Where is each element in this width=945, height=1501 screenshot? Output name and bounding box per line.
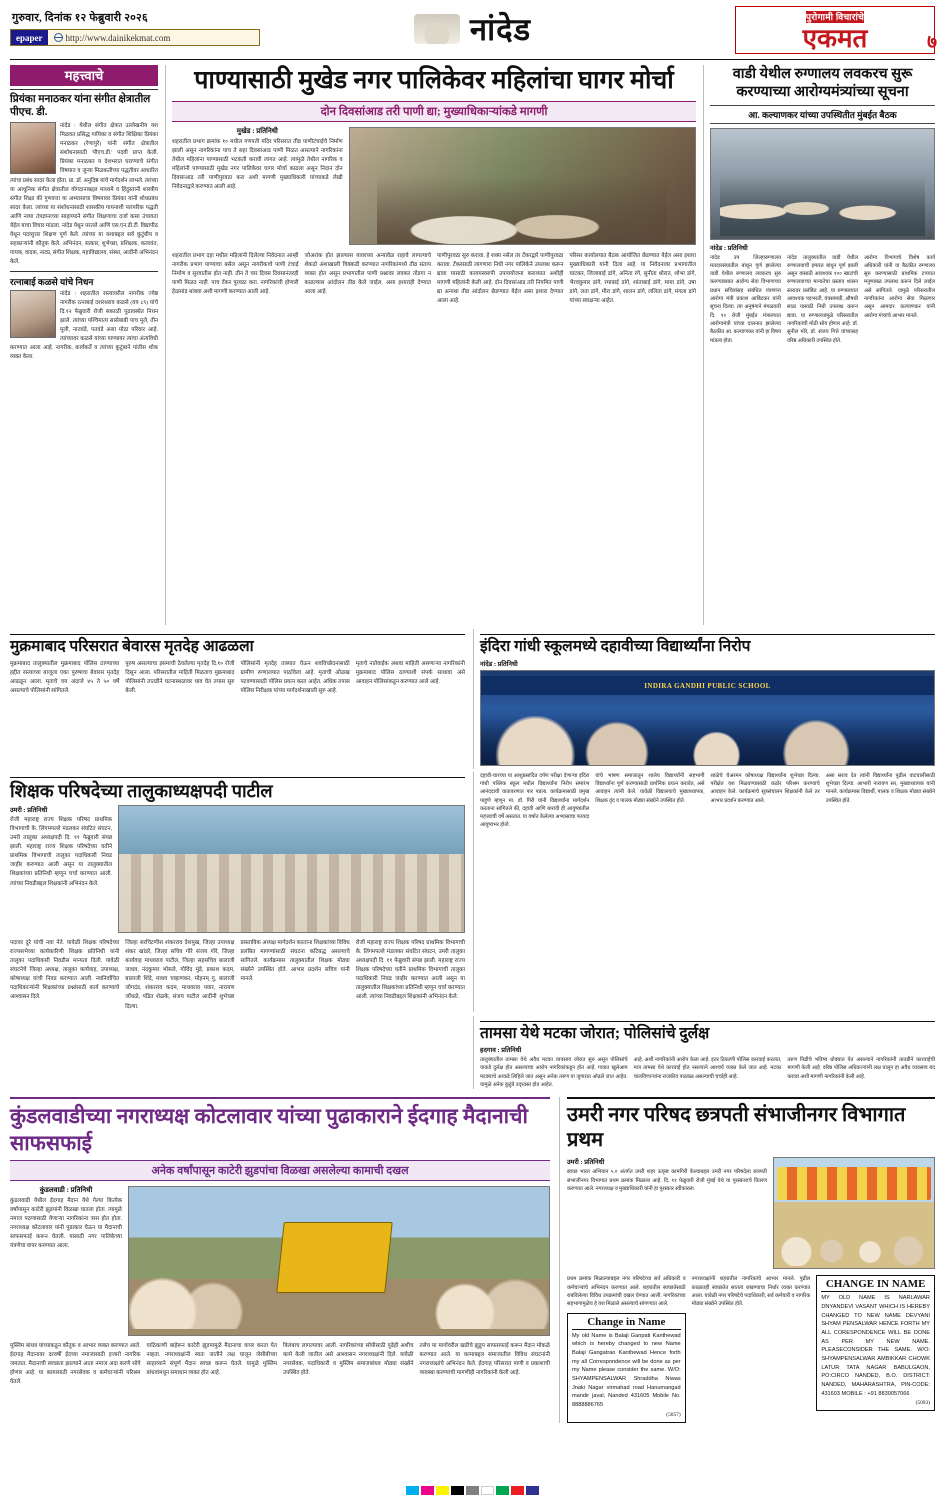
umri-article	[559, 1097, 935, 1422]
color-bar	[511, 1486, 524, 1495]
umri-text-3	[692, 1275, 811, 1422]
left-lead-headline: प्रियंका मनाठकर यांना संगीत क्षेत्रातील पीएच. डी.	[10, 94, 151, 119]
main-lead-text: शहरातील प्रभाग क्रमांक १० मधील गणपती मंदिर परिसरात तीव्र पाणीटंचाईचे निर्माण झाली असून नागरिकांना पाच ते सहा दिवसांआड पाणी मिळत असल्याने नागरिकांना तेथील महिलांना पाण्यासाठी भटकंती करावी लागत आहे. त्यामुळे तेथील नागरिक व महिलांनी पाण्यासाठी मुखेड नगर पालिकेवर घागर मोर्चा काढला असून निदान दोन दिवसांआड तरी पाणीपुरवठा करा अशी मागणी मुख्याधिकारी यांच्याकडे लेखी निवेदनाद्वारे करण्यात आली आहे.	[172, 138, 343, 190]
indira-banner-text: INDIRA GANDHI PUBLIC SCHOOL	[481, 676, 934, 695]
right-headline: वाडी येथील रुग्णालय लवकरच सुरू करण्याच्या आरोग्यमंत्र्यांच्या सूचना	[732, 66, 913, 101]
masthead	[10, 6, 935, 60]
publication-date: गुरुवार, दिनांक १२ फेब्रुवारी २०२६	[12, 12, 148, 24]
epaper-url-wrap	[48, 33, 177, 43]
mukramabad-col-4: मृताचे नातेवाईक अथवा माहिती असणाऱ्या नागरिकांनी मुक्रमाबाद पोलिस ठाण्याशी संपर्क साधावा असे आवाहन पोलिसांकडून करण्यात आले आहे.	[355, 660, 465, 685]
right-text-col-1: नांदेड उप जिल्हारुग्णालय मतदारसंघातील बांधून पूर्ण झालेल्या वाडी येथील रुग्णालय लवकरच सुरु करण्याबाबत आरोग्य सेवा विभागाच्या प्रधान सचिवांसह संबंधित यंत्रणांना आरोग्य मंत्री प्रकाश आबिटकर यांनी सूचना दिल्या. त्या अनुषंगाने मंगळवारी दि. १० रोजी मुंबईत मंत्रालयात आरोग्यमंत्री यांच्या दालनात झालेल्या बैठकीत आ. कल्याणकर यांनी हा विषय मांडला होता.	[710, 254, 781, 344]
kundalwadi-col-2: मुस्लिम बांधव यांच्याकडून कौतुक व आभार व्यक्त करण्यात आले. ईदगाह मैदानावर दरवर्षी ईदच्या नमाजासाठी हजारो नागरिक जमतात. मैदानाची स्वच्छता झाल्याने आता नमाज अदा करणे सोपे होणार आहे. या कामासाठी नगरसेवक व कर्मचाऱ्यांनी परिश्रम घेतले.	[10, 1342, 141, 1386]
portrait-photo-ratnabai	[10, 290, 56, 338]
brand-logo	[735, 6, 935, 54]
shikshak-byline-wrap	[10, 805, 112, 936]
top-section	[10, 65, 935, 625]
tamsa-col-3: तरुण पिढीचे भविष्य धोक्यात येत असल्याने नागरिकांनी तातडीने कारवाईची मागणी केली आहे. वरिष्ठ पोलिस अधिकाऱ्यांनी लक्ष घालून हा अवैध व्यवसाय बंद करावा अशी मागणी नागरिकांनी केली आहे.	[787, 1057, 935, 1080]
right-strap: आ. कल्याणकर यांच्या उपस्थितीत मुंबईत बैठक	[710, 105, 935, 124]
main-headline: पाण्यासाठी मुखेड नगर पालिकेवर महिलांचा घागर मोर्चा	[194, 67, 674, 94]
mahatvache-header: महत्त्वाचे	[10, 65, 158, 86]
classified-title-1: Change in Name	[572, 1316, 681, 1330]
tamsa-byline: हदगाव : प्रतिनिधी	[480, 1047, 522, 1055]
kundalwadi-article	[10, 1097, 550, 1422]
left-lead-text: यश मिळवत प्रसिद्ध गायिका व संगीत शिक्षिका प्रियंका मनाठकर (रेणापुरे) यांनी संगीत क्षेत्रातील संशोधनासाठी 'पीएच.डी.' पदवी प्राप्त केली. प्रियंका मनाठकर य देशभरात घराण्याचे संगीत विषयात व जुन्या मिळकतीच्या पद्धतीवर आधारित त्यांचा प्रबंध सादर केला होता. प्रा. डॉ. अनुदिष्ठ यांचे मार्गदर्शन लाभले. त्यांच्या या आधुनिक संगीत क्षेत्रातील योगदानाबद्दल माध्यमे व हिंदुस्तानी शास्त्रीय संगीत शिक्षा की गुणवत्ता या अभ्यासाचा विषयावर प्रियंका यांनी शोधप्रबंध सादर केला. त्यांच्या या संशोधनासाठी शासकीय गायनाशी पारंपरिक पद्धती आणि नव्या तंत्रज्ञानाच्या साहाय्याने संगीत शिक्षणाचा दर्जा कसा उंचावता येईल याचा विचार मांडला. नांदेड येथून परतले आणि एस.एन.डी.टी. विद्यापीठ येथून पदव्युत्तर शिक्षण पूर्ण केले. त्यांच्या या यशाबद्दल सर्व कुटुंबीय व सहकाऱ्यांनी कौतुक केले. अभिनंदन, सत्कार, शुभेच्छा, प्रशिक्षक, कलावंत, गायक, वादक, नाट्य, संगीत शिक्षक, महाविद्यालय, संस्था, आदींनी अभिनंदन केले.	[10, 123, 158, 265]
right-text-col-2: नांदेड तालुक्यातील वाडी येथील रुग्णालयाची इमारत बांधून पूर्ण झाली असून यासाठी आवश्यक १०० खाटांची रुग्णालयाच्या मान्यतेचा प्रस्ताव शासन स्तरावर प्रलंबित आहे. या रुग्णालयात आवश्यक पदभरती, यंत्रसामग्री, औषधी साठा यासाठी निधी उपलब्ध करून द्यावा. या रुग्णालयामुळे परिसरातील नागरिकांची मोठी सोय होणार आहे. डॉ. सुनील मोरे, डॉ. संजय गित्ते यांच्यासह वरिष्ठ अधिकारी उपस्थित होते.	[787, 254, 858, 344]
shikshak-col-2: पदावर दुरे यांची नवा नेते. यावेळी शिक्षक परिषदेच्या राज्यसभेच्या कार्यकारिणी शिक्षक प्रतिनिधी यांनी तालुका पदाधिकारी निवडीस मान्यता दिली. यावेळी संघटनेचे जिल्हा अध्यक्ष, तालुका कार्यवाह, उपाध्यक्ष, कोषाध्यक्ष यांची निवड करण्यात आली. नवनिर्वाचित पदाधिकाऱ्यांनी शिक्षकांच्या प्रश्नांसाठी कार्य करण्याचे आश्वासन दिले.	[10, 940, 120, 1001]
shikshak-photo-group	[118, 805, 465, 933]
umri-photo-canopy	[777, 1167, 931, 1200]
masthead-right	[685, 6, 935, 54]
page-number: ७	[927, 32, 937, 53]
tamsa-col-2: आहे. अशी नागरिकांनी आरोप केला आहे. इतर ठिकाणी पोलिस कारवाई करतात, मात्र तामसा येथे कारवाई होत नसल्याने आश्चर्य व्यक्त केले जात आहे. मटका चालविणाऱ्यांना राजकीय पाठबळ असल्याची चर्चाही आहे.	[633, 1057, 782, 1080]
brand-tagline: पुरोगामी विचारांचे	[805, 12, 865, 22]
right-photo-meeting	[710, 128, 935, 240]
kundalwadi-columns	[10, 1342, 550, 1387]
indira-photo-event	[480, 670, 935, 766]
classified-code-2: (5093)	[915, 1400, 930, 1407]
mukramabad-col-2: पुरुष असल्याचा इसमाची ठेवलेल्या मृतदेह दि.१० रोजी दिसून आला. परिसरातील माहिती मिळताच मुक्रमाबाद पोलिसांनी तातडीने घटनास्थळावर धाव घेत तपास सुरु केली.	[125, 660, 235, 694]
tamsa-col-1: तालुक्यातील तामसा येथे अवैध मटका व्यवसाय जोरात सुरु असून पोलिसांचे याकडे दुर्लक्ष होत असल्याचा आरोप नागरिकांकडून होत आहे. गावात खुलेआम मटक्याचे आकडे लिहिले जात असून अनेक तरुण या जुगारात ओढले जात आहेत. यामुळे अनेक कुटुंबे उद्ध्वस्त होत आहेत.	[480, 1057, 628, 1089]
umri-top	[567, 1157, 935, 1272]
kundalwadi-photo-people	[129, 1273, 549, 1329]
bottom-section	[10, 1097, 935, 1422]
color-bar	[436, 1486, 449, 1495]
main-text-col-1: शहरातील प्रभाग दहा मधील महिलांनी दिलेल्या निवेदनात आम्ही नागरीक प्रभाग पाण्याचा बसेल असून नागरीकाचे पाणी टंचाई निर्माण व सुरवातीस होत नाही. तीन ते चार दिवस दिवसानंतरही पाणी मिळत नाही. पाच टँकर पुरवठा करा. नागरिकांची होणारी हेळसांड थांबवा अशी मागणी करण्यात आली आहे.	[172, 252, 299, 295]
epaper-link[interactable]	[10, 29, 260, 46]
color-bar	[496, 1486, 509, 1495]
main-text-col-3: पाणीपुरवठा सुरु करावा. हे शक्य नसेल तर टँकरद्वारे पाणीपुरवठा करावा. टँकरसाठी लागणारा निधी नगर पालिकेने उपलब्ध करून द्यावा यासाठी कायमस्वरुपी उपाययोजना कराव्यात अशीही मागणी महिलांनी केली आहे. दोन दिवसांआड तरी नियमित पाणी द्या अन्यथा तीव्र आंदोलन छेडण्यात येईल असा इशारा देण्यात आला आहे.	[437, 252, 564, 304]
shikshak-byline: उमरी : प्रतिनिधी	[10, 807, 48, 815]
left-sub-dateline: नांदेड : शहरातील रस्त्यावरील नागरीक ज्येष्ठ	[60, 291, 158, 297]
umri-col-2: प्रथम क्रमांक मिळाल्याबद्दल नगर परिषदेच्या सर्व अधिकारी व कर्मचाऱ्यांचे अभिनंदन करण्यात आले. शहरातील स्वच्छतेसाठी राबविलेल्या विविध उपक्रमांची दखल घेण्यात आली. नागरिकांच्या सहभागामुळेच हे यश मिळाले असल्याचे सांगण्यात आले.	[567, 1276, 686, 1308]
center-column	[165, 65, 696, 625]
indira-byline: नांदेड : प्रतिनिधी	[480, 660, 518, 668]
epaper-label: epaper	[11, 30, 48, 45]
tamsa-spacer	[10, 1016, 465, 1090]
umri-col-3: नगराध्यक्षांनी शहरातील नागरिकांचे आभार मानले. पुढील काळातही स्वच्छतेत सातत्य राखण्याचा निर्धार व्यक्त करण्यात आला. यावेळी नगर परिषदेचे पदाधिकारी, सर्व कर्मचारी व नागरिक मोठ्या संख्येने उपस्थित होते.	[691, 1276, 811, 1308]
umri-byline: उमरी : प्रतिनिधी	[567, 1159, 605, 1167]
mahatvache-block	[10, 65, 158, 90]
globe-icon	[54, 33, 63, 42]
umri-photo-people	[774, 1216, 934, 1267]
kundalwadi-top	[10, 1186, 550, 1339]
indira-crowd	[481, 716, 934, 765]
main-byline: मुखेड : प्रतिनिधी	[236, 126, 278, 135]
color-bar	[421, 1486, 434, 1495]
classified-change-in-name-2	[816, 1275, 935, 1411]
kundalwadi-col-4: विलंबाच लागल्यावर आली. नागरिकांच्या सोयीसाठी पुढेही अशीच कामे केली जातील असे आश्वासन नगराध्यक्षांनी दिले. यावेळी नगरसेवक, पदाधिकारी व मुस्लिम समाजबांधव मोठ्या संख्येने उपस्थित होते.	[283, 1342, 414, 1377]
edition-city: नांदेड	[469, 12, 532, 47]
mukramabad-col-3: पोलिसांनी मृतदेह ताब्यात घेऊन शवविच्छेदनासाठी ग्रामीण रुग्णालयात पाठविला आहे. मृताची ओळख पटवण्यासाठी पोलिस प्रयत्न करत आहेत. अधिक तपास पोलिस निरीक्षक यांच्या मार्गदर्शनाखाली सुरु आहे.	[240, 660, 350, 694]
main-photo-wrap	[349, 127, 696, 248]
kundalwadi-lead	[10, 1186, 122, 1339]
left-lead-body	[10, 122, 158, 267]
kundalwadi-photo-cleanup	[128, 1186, 550, 1336]
indira-col-1: दहावी-चारच्या या आशुप्रसादित दर्पण परीक्षा देणाऱ्या इंदिरा गांधी पब्लिक स्कूल मधील विद्यार्थ्यांना निरोप समारंभ आनंददायी वातावरणात पार पडला. कार्यक्रमासाठी प्रमुख पाहुणे म्हणून मा. डॉ. गिरी यांनी विद्यार्थ्यांना मार्गदर्शन करताना सांगितले की, दहावी आणि बारावी ही आयुष्यातील महत्त्वाची वर्षे असतात. या वर्षात केलेल्या अभ्यासाचा फायदा आयुष्यभर होतो.	[480, 772, 590, 829]
classified-body-2: MY OLD NAME IS NARLAWAR DNYANDEVI VASANT WHICH IS HEREBY CHANGED TO NEW NAME DEVYANI SHYAM PENSALWAR HENCE FORTH MY ALL CORESPONDENCE WILL BE DONE AS PER MY NEW NAME. PLEASECONSIDER THE SAME. W/O: SHYAMPENSALWAR AMBIKKAR CHOWK LATUR TATA NAGAR BABULGAON, PO:CIRCO NANDED, B.O. DISTRICT: NANDED, MAHARASHTRA, PIN-CODE: 431603 MOBILE : +91 8830057066	[821, 1295, 930, 1397]
left-sub-body	[10, 290, 158, 362]
masthead-left	[10, 6, 260, 46]
umri-lead	[567, 1157, 767, 1272]
shikshak-photo-people	[119, 854, 464, 932]
left-lead-dateline: नांदेड : येथील संगीत क्षेत्रात उल्लेखनीय	[60, 123, 148, 130]
shikshak-band	[10, 772, 935, 1012]
emblem-icon	[414, 14, 460, 44]
epaper-url: http://www.dainikekmat.com	[65, 32, 171, 43]
main-text-col-2: जोअरांक होत झाल्यास यावरच्या अन्यावेळ राहावे लागल्याचे शेकडो अंशाखाली चिक्कडी करण्यात नागरिकांमध्ये तीव्र संताप व्यक्त होत असून प्रभागातील पाणी प्रश्नावर लवकर तोडगा न काढल्यास आंदोलन तीव्र केले जाईल, असा इशाराही देण्यात आला आहे.	[304, 252, 431, 295]
mukramabad-columns	[10, 660, 465, 696]
umri-col-1: स्वच्छ भारत अभियान ५.० अंतर्गत उमरी शहर उत्कृष्ट कामगिरी केल्याबद्दल उमरी नगर परिषदेला छत्रपती संभाजीनगर विभागात प्रथम क्रमांक मिळाला आहे. दि. ११ फेब्रुवारी रोजी मुंबई येथे या पुरस्काराचे वितरण करण्यात आले. नगराध्यक्ष व मुख्याधिकारी यांनी हा पुरस्कार स्वीकारला.	[567, 1169, 767, 1193]
color-bar	[466, 1486, 479, 1495]
kundalwadi-byline: कुंडलवाडी : प्रतिनिधी	[39, 1185, 93, 1194]
classified-code-1: (5057)	[666, 1411, 681, 1418]
kundalwadi-col-5: तसेच या मार्गावरील खडीचे झुडूप साफसफाई करून मैदान मोकळे करण्यात आले. या कामाबद्दल समाजातील विविध संघटनांनी नगराध्यक्षांचे अभिनंदन केले. ईदगाह परिसरात पाणी व प्रकाशाची व्यवस्था करण्याची मागणीही नागरिकांनी केली आहे.	[419, 1342, 550, 1377]
indira-col-3: शाळेचे चेअरमन कोषाध्यक्ष विद्यार्थ्यांना शुभेच्छा दिल्या. परीक्षेत यश मिळवण्यासाठी कठोर परिश्रम करण्याचे आवाहन केले. कार्यक्रमाचे सूत्रसंचालन शिक्षकांनी केले तर आभार प्रदर्शन करण्यात आले.	[710, 772, 820, 804]
shikshak-columns	[10, 939, 465, 1011]
indira-text-columns	[480, 772, 935, 830]
indira-col-4: असा सराव देत त्यांनी विद्यार्थ्यांना पुढील वाटचालीसाठी शुभेच्छा दिल्या. आभारी नारायण सर, मुख्याध्यापक यांनी मानले. कार्यक्रमास विद्यार्थी, पालक व शिक्षक मोठ्या संख्येने उपस्थित होते.	[825, 772, 935, 804]
umri-text-2	[567, 1275, 686, 1422]
shikshak-col-1: रोजी महाराष्ट्र राज्य शिक्षक परिषद प्राथमिक विभागाची के. लिंगमपल्ले मंडलकर संघटित संघटन, उमरी तालुका अध्यक्षपदी दि. ११ फेब्रुवारी संपन्न झाली. महाराष्ट्र राज्य शिक्षक परिषदेच्या वतीने प्राथमिक विभागाची तालुका पदाधिकारी निवड जाहीर करण्यात आली असून या तालुक्यातील शिक्षकांच्या प्रतिनिधी म्हणून चर्चा करण्यात आली. त्यांच्या निवडीबद्दल शिक्षकांनी अभिनंदन केले.	[10, 817, 112, 887]
color-bar	[406, 1486, 419, 1495]
mukramabad-col-1: मुक्रमाबाद तालुक्यातील मुक्रमाबाद पोलिस ठाण्याच्या हद्दीत रस्त्याच्या बाजूला एका पुरुषाचा बेवारस मृतदेह आढळून आला. मृताचे वय अंदाजे ४५ ते ५० वर्षे असल्याचे पोलिसांनी सांगितले.	[10, 660, 120, 694]
shikshak-col-4: प्रास्ताविक अध्यक्ष मार्गदर्शन करताना शिक्षकांच्या विविध प्रलंबित मागण्यांसाठी संघटना कटिबद्ध असल्याचे सांगितले. कार्यक्रमास तालुक्यातील शिक्षक मोठ्या संख्येने उपस्थित होते. आभार प्रदर्शन सचिव यांनी मानले.	[240, 940, 350, 983]
masthead-center	[260, 8, 685, 50]
shikshak-article	[10, 772, 465, 1012]
kundalwadi-headline: कुंडलवाडीच्या नगराध्यक्ष कोटलावार यांच्या पुढाकाराने ईदगाह मैदानाची साफसफाई	[10, 1097, 550, 1156]
tamsa-columns	[480, 1056, 935, 1089]
main-photo-morcha	[349, 127, 696, 245]
right-text-col-3: आरोग्य विभागाचे विशेष कार्य अधिकारी यांनी या बैठकीत रुग्णालय सुरु करण्यासाठी प्राथमिक टप्प्यात मनुष्यबळ उपलब्ध करून दिले जाईल असे सांगितले. यामुळे परिसरातील नागरिकांना आरोग्य सेवा मिळणार असून आमदार कल्याणकर यांनी आरोग्य मंत्र्यांचे आभार मानले.	[864, 254, 935, 319]
left-column	[10, 65, 158, 625]
kundalwadi-strap: अनेक वर्षांपासून काटेरी झुडपांचा विळखा असलेल्या कामाची दखल	[10, 1160, 550, 1181]
brand-name: एकमत	[802, 24, 868, 53]
umri-headline: उमरी नगर परिषद छत्रपती संभाजीनगर विभागात प्रथम	[567, 1097, 935, 1153]
indira-headline: इंदिरा गांधी स्कूलमध्ये दहावीच्या विद्यार्थ्यांना निरोप	[480, 634, 935, 657]
kundalwadi-col-3: याठिकाणी बाहेरून काटेरी झुडपामुळे मैदानाचा वापर करता येत नव्हता. नगराध्यक्षांनी स्वतः जातीने लक्ष घालून जेसीबीच्या साहाय्याने संपूर्ण मैदान स्वच्छ करून घेतले. यामुळे मुस्लिम बांधवांमधून समाधान व्यक्त होत आहे.	[146, 1342, 277, 1377]
main-strap: दोन दिवसांआड तरी पाणी द्या; मुख्याधिकाऱ्यांकडे मागणी	[172, 101, 696, 122]
indira-col-2: यांचे भाषण समाजातून शालेय विद्यार्थ्यांनी सहभागी विद्यार्थ्यांना पूर्ण करण्यासाठी प्रार्थनिक प्रयत्न करावेत, असे आवाहन त्यांनी केले. यावेळी विद्यालयाचे मुख्याध्यापक, शिक्षक वृंद व पालक मोठ्या संख्येने उपस्थित होते.	[595, 772, 705, 804]
main-text-col-4: परिसर कार्यालयात बैठक आयोजित छेडण्यात येईल असा इशारा मुख्याधिकारी यांनी दिला आहे. या निवेदनावर प्रभागातील घाटकर, जिजाबाई डांगे, अनिता रंगे, सुनीता थोरात, शोभा डांगे, भैरवकुमार डांगे, रमाबाई डांगे, शांताबाई डांगे, माया डांगे, उषा डांगे, लता डांगे, मीरा डांगे, शालन डांगे, ललिता डांगे, मंगला डांगे यांच्या स्वाक्षऱ्या आहेत.	[569, 252, 696, 304]
main-col-1	[172, 127, 343, 248]
portrait-photo-priyanka	[10, 122, 56, 174]
left-sub-text: नागरीक रत्नाबाई दशरथराव कळसे (वय ८९) यांचे दि.१२ फेब्रुवारी रोजी सकाळी पुढावस्थेत निधन झाले. त्यांच्या पश्चिमात्य सासेबाबी पाच मुले, तीन मुली, नातवंडे, पतवंडे असा मोठा परिवार आहे. त्यांच्यावर कळसे यांच्या पाण्यावर त्यांचा अंत्यविधी करण्यात आला आहे. नागरीक, कार्यकर्ते व त्यांच्या कुटुंबाने पांतीस शोक व्यक्त केला.	[10, 300, 158, 361]
right-text-columns	[710, 254, 935, 345]
classified-title-2: CHANGE IN NAME	[821, 1278, 930, 1292]
shikshak-col-5: रोजी महाराष्ट्र राज्य शिक्षक परिषद प्राथमिक विभागाची के. लिंगमपल्ले मंडलकर संघटित संघटन, उमरी तालुका अध्यक्षपदी दि. ११ फेब्रुवारी संपन्न झाली. महाराष्ट्र राज्य शिक्षक परिषदेच्या वतीने प्राथमिक विभागाची तालुका पदाधिकारी निवड जाहीर करण्यात आली असून या तालुक्यातील शिक्षकांच्या प्रतिनिधी म्हणून चर्चा करण्यात आली. त्यांच्या निवडीबद्दल शिक्षकांनी अभिनंदन केले.	[355, 940, 465, 1001]
registration-color-bars	[10, 1486, 935, 1495]
right-column	[703, 65, 935, 625]
tamsa-article	[473, 1016, 935, 1090]
tamsa-headline: तामसा येथे मटका जोरात; पोलिसांचे दुर्लक्ष	[480, 1021, 935, 1044]
color-bar	[481, 1486, 494, 1495]
kundalwadi-col-1: कुंडलवाडी येथील ईदगाह मैदान येथे गेल्या कित्येक वर्षांपासून काटेरी झुडपांनी विळखा घातला होता. त्यामुळे नमाज पठणासाठी येणाऱ्या नागरिकांना त्रास होत होता. नगराध्यक्ष कोटलावार यांनी पुढाकार घेऊन या मैदानाची साफसफाई करून घेतली. यासाठी नगर पालिकेच्या यंत्रणेचा वापर करण्यात आला.	[10, 1197, 122, 1250]
classified-change-in-name-1	[567, 1313, 686, 1423]
middle-band	[10, 629, 935, 769]
mukramabad-headline: मुक्रमाबाद परिसरात बेवारस मृतदेह आढळला	[10, 634, 465, 657]
color-bar	[526, 1486, 539, 1495]
classified-col	[816, 1275, 935, 1422]
mukramabad-article	[10, 629, 465, 769]
classified-body-1: My old Name is Balaji Ganpati Kanthewad which is hereby changed to new Name Balaji Gangatrao Kanthewad Hence forth my all Correspondence will be done as per my Name please consider the same. W/O: SHYAMPENSALWAR Shraddha Niwas Jnaki Nagar virmahad road Hanumangad mandir javal, Nanded 431605 Mobile No. 8888886765	[572, 1332, 681, 1408]
indira-text-band	[473, 772, 935, 1012]
shikshak-top	[10, 805, 465, 936]
umri-photo-award	[773, 1157, 935, 1269]
color-bar	[451, 1486, 464, 1495]
umri-bottom	[567, 1275, 935, 1422]
shikshak-col-3: जिल्हा सरचिटणीस शंकरराव देशमुख, जिल्हा उपाध्यक्ष शंकर खांडरे, जिल्हा सचिव गोरे संजय गोरे, जिल्हा कार्यवाह माधवराव पाटील, जिल्हा सहसचिव बालाजी जाधव, नंदकुमार भोसले, गोविंद मुंडे, प्रकाश कदम, बालाजी शिंदे, माधव चव्हाणकर, मोहनम् गु, बालाजी जोगदंड, शंकरराव कदम, माधवराव पवार, नारायण जोंधळे, पंडित शेळके, संजय पाटील आदींनी शुभेच्छा दिल्या.	[125, 940, 235, 1010]
tamsa-band	[10, 1016, 935, 1090]
indira-article	[473, 629, 935, 769]
right-byline: नांदेड : प्रतिनिधी	[710, 244, 748, 252]
main-article-columns	[172, 127, 696, 248]
shikshak-headline: शिक्षक परिषदेच्या तालुकाध्यक्षपदी पाटील	[10, 777, 465, 803]
main-lower-columns	[172, 252, 696, 306]
left-sub-headline: रत्नाबाई कळसे यांचे निधन	[10, 271, 158, 288]
